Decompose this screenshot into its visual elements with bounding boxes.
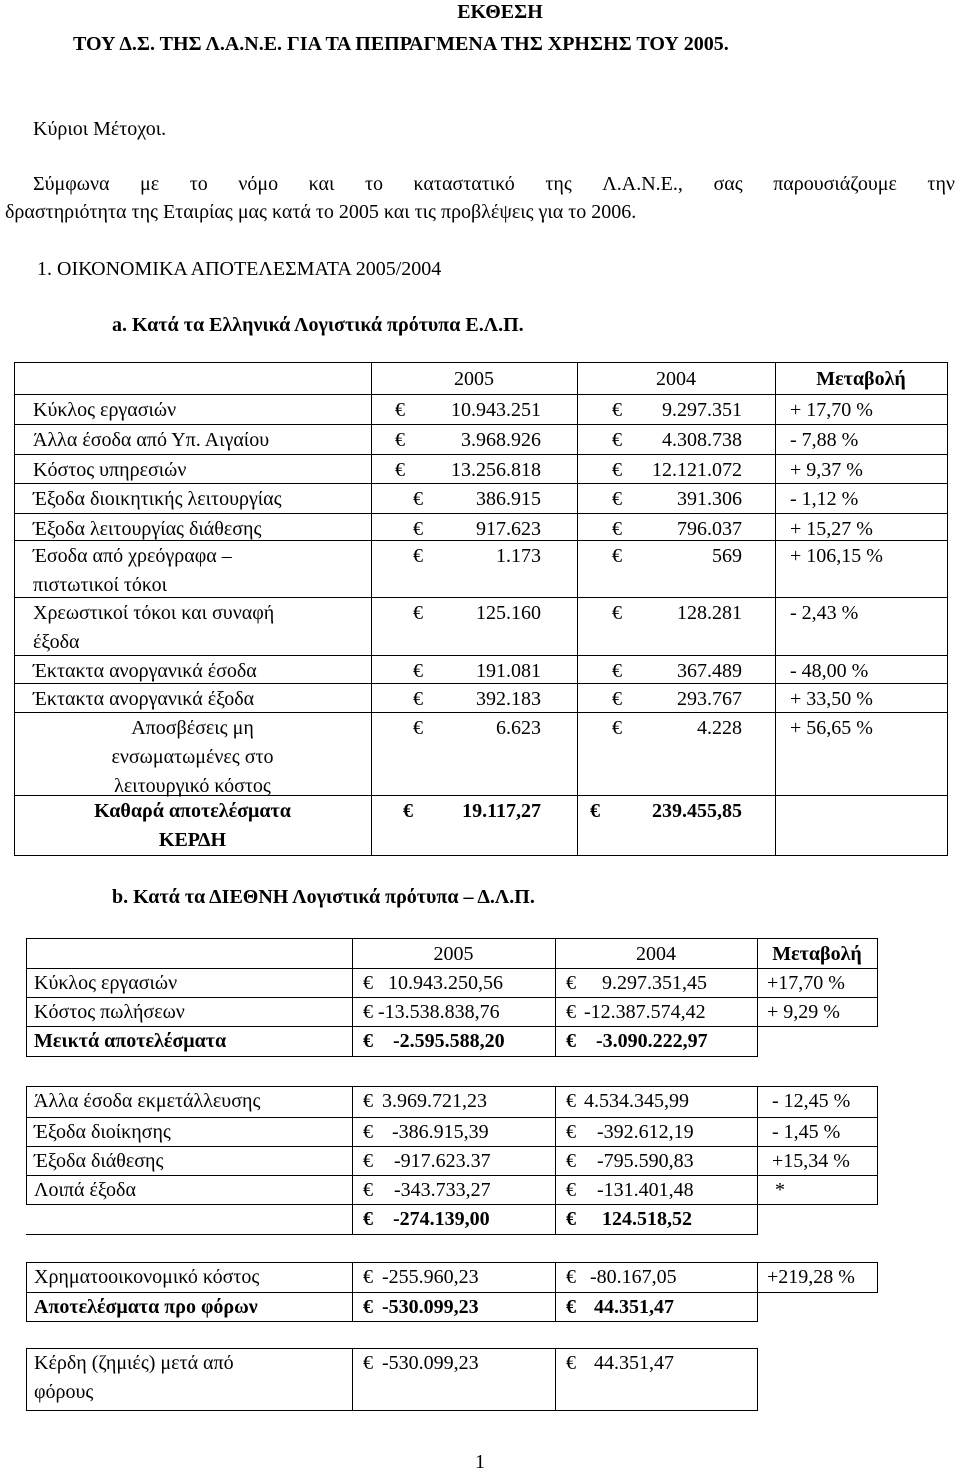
table-b-value-2005: -530.099,23 [382,1296,479,1318]
intro-word: παρουσιάζουμε [773,173,897,195]
table-b-value-2004: 44.351,47 [594,1352,674,1374]
table-b-change: * [775,1179,785,1201]
table-b-value-2005: -917.623.37 [394,1150,491,1172]
table-a-value-2005: 1.173 [496,545,541,567]
table-a-row-label: πιστωτικοί τόκοι [33,574,167,596]
euro-icon: € [566,1266,576,1288]
table-a-value-2004: 9.297.351 [662,399,742,421]
intro-word: της [545,173,572,195]
table-a-row-label: Έκτακτα ανοργανικά έσοδα [33,660,257,682]
table-b-row-label: φόρους [34,1381,94,1403]
euro-icon: € [612,717,622,739]
euro-icon: € [363,1179,373,1201]
euro-icon: € [566,1090,576,1112]
table-rule [26,968,878,969]
table-b-value-2004: -392.612,19 [597,1121,694,1143]
table-a-value-2004: 796.037 [677,518,742,540]
table-b-change: +15,34 % [772,1150,850,1172]
table-b-value-2004: -131.401,48 [597,1179,694,1201]
intro-word: σας [713,173,743,195]
table-b-value-2005: -2.595.588,20 [393,1030,505,1052]
table-rule [26,1056,758,1057]
table-b-header-2005: 2005 [433,943,474,965]
table-b-row-label: Λοιπά έξοδα [34,1179,136,1201]
euro-icon: € [612,602,622,624]
table-b-value-2004: -12.387.574,42 [584,1001,706,1023]
table-a-row-label: Κόστος υπηρεσιών [33,459,187,481]
table-rule [352,1262,353,1322]
table-b-value-2004: -80.167,05 [590,1266,677,1288]
report-title: ΕΚΘΕΣΗ [457,1,543,23]
table-b-value-2004: -3.090.222,97 [596,1030,708,1052]
table-a-row-label: ΚΕΡΔΗ [158,829,227,851]
table-b-change: + 9,29 % [767,1001,840,1023]
table-a-value-2004: 367.489 [677,660,742,682]
table-b-row-label: Αποτελέσματα προ φόρων [34,1296,258,1318]
table-a-row-label: Καθαρά αποτελέσματα [94,800,291,822]
table-a-row-rule [14,712,948,713]
table-a-change: - 2,43 % [790,602,859,624]
table-b-value-2005: 10.943.250,56 [388,972,503,994]
table-b-row-label: Έξοδα διοίκησης [34,1121,171,1143]
table-a-row-label: Έσοδα από χρεόγραφα – [33,545,232,567]
euro-icon: € [566,1121,576,1143]
table-rule [26,1321,758,1322]
euro-icon: € [363,1121,373,1143]
euro-icon: € [363,1090,373,1112]
euro-icon: € [363,1030,373,1052]
page-number: 1 [475,1451,485,1473]
table-b-value-2004: 124.518,52 [602,1208,692,1230]
table-a-value-2005: 13.256.818 [451,459,541,481]
euro-icon: € [566,972,576,994]
table-rule [26,1146,878,1147]
table-a-value-2005: 125.160 [476,602,541,624]
section-heading: 1. ΟΙΚΟΝΟΜΙΚΑ ΑΠΟΤΕΛΕΣΜΑΤΑ 2005/2004 [37,258,442,280]
euro-icon: € [363,1296,373,1318]
table-a-row-label: Έξοδα λειτουργίας διάθεσης [33,518,262,540]
euro-icon: € [363,1352,373,1374]
table-rule [947,362,948,856]
intro-word: και [308,173,335,195]
table-b-value-2004: 9.297.351,45 [602,972,707,994]
euro-icon: € [413,488,423,510]
table-rule [26,1204,878,1205]
table-b-row-label: Κύκλος εργασιών [34,972,178,994]
table-a-header-2004: 2004 [656,368,696,390]
table-rule [26,1348,27,1411]
euro-icon: € [566,1150,576,1172]
table-rule [26,1117,878,1118]
intro-paragraph-line1 [33,172,955,196]
intro-word: με [140,173,160,195]
table-rule [26,1292,878,1293]
euro-icon: € [395,429,405,451]
euro-icon: € [566,1179,576,1201]
table-b-row-label: Κέρδη (ζημιές) μετά από [34,1352,234,1374]
table-b-row-label: Έξοδα διάθεσης [34,1150,164,1172]
euro-icon: € [612,518,622,540]
table-rule [757,1348,758,1411]
table-a-change: - 1,12 % [790,488,859,510]
table-a-row-rule [14,655,948,656]
table-a-value-2004: 4.308.738 [662,429,742,451]
table-b-value-2004: 44.351,47 [594,1296,674,1318]
table-a-row-label: Έξοδα διοικητικής λειτουργίας [33,488,282,510]
euro-icon: € [403,800,413,822]
table-rule [26,1086,27,1205]
table-a-value-2005: 191.081 [476,660,541,682]
table-rule [877,938,878,1027]
table-a-row-rule [14,683,948,684]
euro-icon: € [413,545,423,567]
table-a-value-2005: 917.623 [476,518,541,540]
table-b-change: +219,28 % [767,1266,855,1288]
table-rule [352,1348,353,1411]
intro-word: την [927,173,955,195]
euro-icon: € [413,518,423,540]
table-b-value-2004: -795.590,83 [597,1150,694,1172]
euro-icon: € [363,1001,373,1023]
table-a-value-2005: 386.915 [476,488,541,510]
salutation: Κύριοι Μέτοχοι. [33,118,167,140]
table-a-row-rule [14,424,948,425]
table-a-top-rule [14,362,948,363]
table-a-value-2004: 4.228 [697,717,742,739]
table-b-row-label: Χρηματοοικονομικό κόστος [34,1266,260,1288]
table-a-value-2004: 293.767 [677,688,742,710]
table-a-header-change: Μεταβολή [816,368,906,390]
euro-icon: € [612,399,622,421]
table-b-header-2004: 2004 [636,943,676,965]
table-b-row-label: Άλλα έσοδα εκμετάλλευσης [34,1090,261,1112]
table-a-row-label: έξοδα [33,631,80,653]
euro-icon: € [612,459,622,481]
table-a-change: + 56,65 % [790,717,873,739]
table-rule [26,1348,758,1349]
table-a-row-rule [14,394,948,395]
report-subtitle: ΤΟΥ Δ.Σ. ΤΗΣ Λ.Α.Ν.Ε. ΓΙΑ ΤΑ ΠΕΠΡΑΓΜΕΝΑ ΤΗΣ ΧΡΗΣΗΣ ΤΟΥ 2005. [73,33,729,55]
intro-word: καταστατικό [413,173,515,195]
subsection-a-heading: a. Κατά τα Ελληνικά Λογιστικά πρότυπα Ε.Λ.Π. [112,314,524,336]
euro-icon: € [566,1352,576,1374]
table-a-header-2005: 2005 [454,368,494,390]
euro-icon: € [566,1296,576,1318]
table-rule [555,1262,556,1322]
subsection-b-heading: b. Κατά τα ΔΙΕΘΝΗ Λογιστικά πρότυπα – Δ.Λ.Π. [112,886,535,908]
table-a-change: - 48,00 % [790,660,869,682]
table-a-change: + 33,50 % [790,688,873,710]
intro-paragraph-line2: δραστηριότητα της Εταιρίας μας κατά το 2005 και τις προβλέψεις για το 2006. [5,201,637,223]
table-a-row-label: Χρεωστικοί τόκοι και συναφή [33,602,275,624]
table-a-change: + 9,37 % [790,459,863,481]
euro-icon: € [612,488,622,510]
table-a-row-label: Έκτακτα ανοργανικά έξοδα [33,688,255,710]
intro-word: Λ.Α.Ν.Ε., [602,173,683,195]
table-b-value-2005: 3.969.721,23 [382,1090,487,1112]
table-b-value-2005: -386.915,39 [392,1121,489,1143]
table-rule [26,938,27,1057]
table-a-value-2005: 3.968.926 [461,429,541,451]
table-rule [26,938,878,939]
table-a-row-label: λειτουργικό κόστος [114,775,271,797]
table-rule [26,997,878,998]
table-a-row-label: Αποσβέσεις μη [131,717,254,739]
table-rule [775,362,776,856]
table-a-value-2004: 12.121.072 [652,459,742,481]
table-b-change: - 1,45 % [772,1121,841,1143]
table-a-value-2005: 10.943.251 [451,399,541,421]
table-rule [26,1234,758,1235]
table-a-value-2005: 392.183 [476,688,541,710]
table-b-row-label: Μεικτά αποτελέσματα [34,1030,227,1052]
euro-icon: € [612,429,622,451]
table-b-value-2005: -13.538.838,76 [378,1001,500,1023]
table-a-row-label: Άλλα έσοδα από Υπ. Αιγαίου [33,429,270,451]
table-a-value-2004: 391.306 [677,488,742,510]
table-rule [877,1262,878,1293]
euro-icon: € [413,688,423,710]
table-b-value-2004: 4.534.345,99 [584,1090,689,1112]
table-b-change: - 12,45 % [772,1090,851,1112]
table-a-change: + 106,15 % [790,545,883,567]
euro-icon: € [590,800,600,822]
table-a-value-2005: 6.623 [496,717,541,739]
table-a-row-rule [14,855,948,856]
intro-word: Σύμφωνα [33,173,110,195]
euro-icon: € [413,660,423,682]
euro-icon: € [566,1208,576,1230]
table-rule [26,1026,878,1027]
euro-icon: € [566,1030,576,1052]
euro-icon: € [413,602,423,624]
table-rule [757,1262,758,1322]
table-rule [26,1086,878,1087]
table-a-change: - 7,88 % [790,429,859,451]
table-a-row-rule [14,483,948,484]
table-b-value-2005: -530.099,23 [382,1352,479,1374]
table-a-value-2005: 19.117,27 [462,800,541,822]
euro-icon: € [612,660,622,682]
table-rule [877,1086,878,1205]
table-b-value-2005: -343.733,27 [394,1179,491,1201]
table-a-change: + 15,27 % [790,518,873,540]
table-rule [352,1086,353,1235]
table-rule [26,1175,878,1176]
intro-word: το [364,173,383,195]
table-a-row-label: Κύκλος εργασιών [33,399,177,421]
table-b-value-2005: -274.139,00 [393,1208,490,1230]
table-a-value-2004: 239.455,85 [652,800,742,822]
euro-icon: € [363,1150,373,1172]
euro-icon: € [363,1266,373,1288]
table-rule [26,1262,27,1322]
euro-icon: € [612,688,622,710]
table-a-value-2004: 569 [712,545,742,567]
table-b-value-2005: -255.960,23 [382,1266,479,1288]
table-b-header-change: Μεταβολή [772,943,862,965]
intro-word: το [189,173,208,195]
table-a-value-2004: 128.281 [677,602,742,624]
euro-icon: € [395,399,405,421]
table-rule [757,1086,758,1235]
table-a-row-rule [14,513,948,514]
euro-icon: € [363,972,373,994]
table-rule [555,1348,556,1411]
table-rule [26,1262,878,1263]
table-a-change: + 17,70 % [790,399,873,421]
intro-word: νόμο [238,173,279,195]
euro-icon: € [395,459,405,481]
euro-icon: € [413,717,423,739]
euro-icon: € [363,1208,373,1230]
table-rule [555,1086,556,1235]
table-a-row-label: ενσωματωμένες στο [111,746,274,768]
table-a-row-rule [14,454,948,455]
table-a-row-rule [14,597,948,598]
table-rule [26,1410,758,1411]
table-b-change: +17,70 % [767,972,845,994]
table-b-row-label: Κόστος πωλήσεων [34,1001,185,1023]
euro-icon: € [566,1001,576,1023]
euro-icon: € [612,545,622,567]
